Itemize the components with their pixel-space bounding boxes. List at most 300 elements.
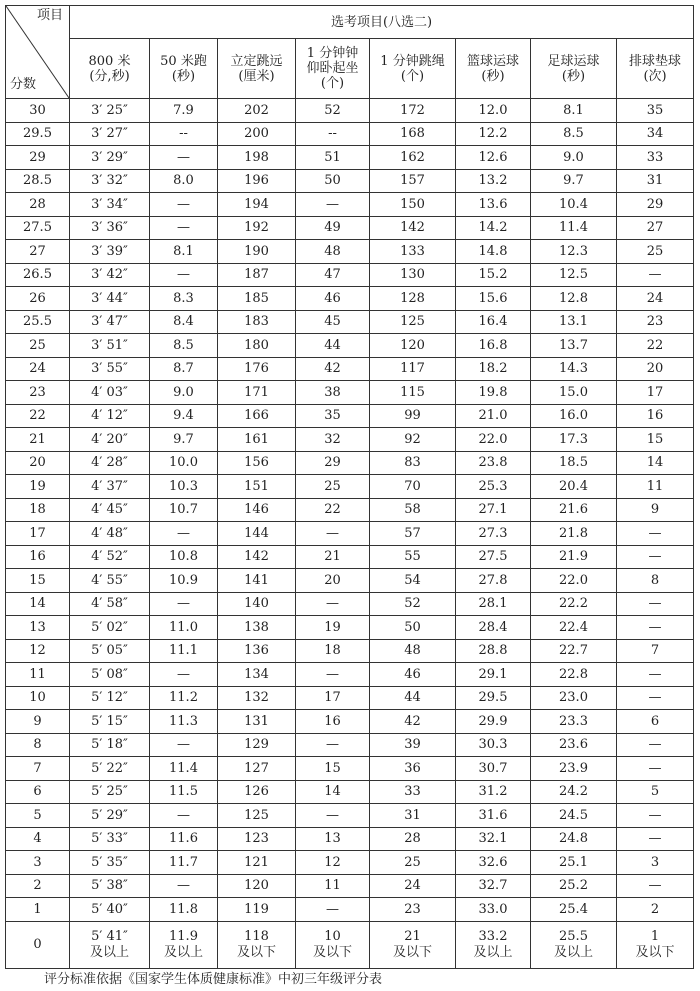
table-cell: 54 [370, 569, 456, 593]
table-cell: — [150, 216, 218, 240]
table-cell: 11.8 [150, 898, 218, 922]
column-header-line: 篮球运球 [466, 53, 519, 69]
table-cell: 24.5 [531, 804, 617, 828]
table-cell: 141 [218, 569, 296, 593]
table-row [6, 569, 694, 593]
table-cell: — [150, 193, 218, 217]
table-cell: 24 [617, 287, 694, 311]
score-cell: 27.5 [6, 216, 70, 240]
table-row [6, 616, 694, 640]
table-cell: 128 [370, 287, 456, 311]
table-row [6, 827, 694, 851]
table-cell: 20 [296, 569, 370, 593]
table-row [6, 898, 694, 922]
table-cell: 10.9 [150, 569, 218, 593]
table-cell: 2 [617, 898, 694, 922]
table-cell: 4′ 55″ [70, 569, 150, 593]
column-header [150, 39, 218, 99]
column-header-line: (个) [320, 76, 345, 92]
table-cell: 57 [370, 522, 456, 546]
table-cell: 3′ 27″ [70, 122, 150, 146]
score-cell: 28 [6, 193, 70, 217]
table-row [6, 663, 694, 687]
table-cell: — [150, 522, 218, 546]
cell-line: 25.5 [559, 928, 588, 944]
column-header-line: (分,秒) [89, 68, 130, 84]
table-cell: 28.4 [456, 616, 531, 640]
table-cell: 11.4 [531, 216, 617, 240]
table-cell: 8.1 [531, 99, 617, 123]
table-cell: 32.1 [456, 827, 531, 851]
table-cell: 49 [296, 216, 370, 240]
score-cell: 19 [6, 475, 70, 499]
table-cell: 29.9 [456, 710, 531, 734]
table-cell: 131 [218, 710, 296, 734]
table-cell: 8.7 [150, 357, 218, 381]
table-row-last [6, 921, 694, 968]
table-cell: 31.6 [456, 804, 531, 828]
cell-line: 33.2 [478, 928, 508, 944]
table-cell: 39 [370, 733, 456, 757]
table-cell: 31.2 [456, 780, 531, 804]
cell-line: 及以上 [89, 944, 129, 960]
score-cell: 10 [6, 686, 70, 710]
table-cell: 146 [218, 498, 296, 522]
table-cell [70, 921, 150, 968]
table-cell: 126 [218, 780, 296, 804]
table-cell: — [617, 545, 694, 569]
score-cell: 20 [6, 451, 70, 475]
score-cell: 15 [6, 569, 70, 593]
table-cell: 117 [370, 357, 456, 381]
column-header-line: (厘米) [238, 68, 275, 84]
table-cell: 12.3 [531, 240, 617, 264]
table-cell: 151 [218, 475, 296, 499]
table-cell [456, 921, 531, 968]
table-cell: 27.5 [456, 545, 531, 569]
table-cell: — [617, 686, 694, 710]
table-cell: — [150, 263, 218, 287]
table-cell: — [617, 874, 694, 898]
table-cell: 17 [296, 686, 370, 710]
table-cell: 42 [370, 710, 456, 734]
table-cell: 5′ 25″ [70, 780, 150, 804]
table-cell: 10.8 [150, 545, 218, 569]
column-header [370, 39, 456, 99]
table-cell [531, 921, 617, 968]
table-cell: 23.3 [531, 710, 617, 734]
table-cell: 162 [370, 146, 456, 170]
table-cell: 7.9 [150, 99, 218, 123]
table-cell: 14.3 [531, 357, 617, 381]
score-cell: 30 [6, 99, 70, 123]
score-cell: 21 [6, 428, 70, 452]
table-cell: 25.1 [531, 851, 617, 875]
table-cell: 22.7 [531, 639, 617, 663]
table-cell: — [150, 874, 218, 898]
table-cell: 10.4 [531, 193, 617, 217]
score-cell: 4 [6, 827, 70, 851]
table-cell: 3′ 39″ [70, 240, 150, 264]
table-cell: 28 [370, 827, 456, 851]
table-cell: 25.2 [531, 874, 617, 898]
table-cell: 5′ 29″ [70, 804, 150, 828]
table-row [6, 381, 694, 405]
table-cell: 23 [617, 310, 694, 334]
table-cell: — [296, 663, 370, 687]
table-cell: 166 [218, 404, 296, 428]
table-row [6, 710, 694, 734]
table-cell: 3′ 32″ [70, 169, 150, 193]
table-cell: 15 [296, 757, 370, 781]
score-cell: 17 [6, 522, 70, 546]
table-cell: 21.6 [531, 498, 617, 522]
score-cell: 3 [6, 851, 70, 875]
table-cell: 5′ 22″ [70, 757, 150, 781]
table-cell: 48 [370, 639, 456, 663]
table-cell: 3′ 51″ [70, 334, 150, 358]
table-cell: 92 [370, 428, 456, 452]
table-cell: 7 [617, 639, 694, 663]
table-cell: — [150, 733, 218, 757]
table-cell: 23.0 [531, 686, 617, 710]
table-cell: 198 [218, 146, 296, 170]
corner-label-score: 分数 [10, 77, 37, 92]
table-cell: 32.6 [456, 851, 531, 875]
table-cell: 29.5 [456, 686, 531, 710]
table-cell: 8.0 [150, 169, 218, 193]
cell-line: 及以上 [163, 944, 203, 960]
table-cell: 16.0 [531, 404, 617, 428]
table-cell: 29.1 [456, 663, 531, 687]
table-cell: 14 [296, 780, 370, 804]
score-table [5, 5, 694, 969]
table-cell: 180 [218, 334, 296, 358]
table-cell: 4′ 58″ [70, 592, 150, 616]
table-cell: 4′ 45″ [70, 498, 150, 522]
table-cell: — [150, 592, 218, 616]
table-cell: — [296, 733, 370, 757]
table-cell: 11.4 [150, 757, 218, 781]
table-cell: 115 [370, 381, 456, 405]
table-cell: — [617, 733, 694, 757]
cell-line: 5′ 41″ [91, 928, 128, 944]
table-cell: 11.5 [150, 780, 218, 804]
table-cell: — [617, 757, 694, 781]
score-cell: 1 [6, 898, 70, 922]
table-cell: 3′ 44″ [70, 287, 150, 311]
table-cell: 142 [370, 216, 456, 240]
table-cell: 12 [296, 851, 370, 875]
table-cell: 17 [617, 381, 694, 405]
table-cell: 21 [296, 545, 370, 569]
table-cell: 11.6 [150, 827, 218, 851]
table-cell: 20.4 [531, 475, 617, 499]
table-cell: 156 [218, 451, 296, 475]
table-cell: 13.2 [456, 169, 531, 193]
table-cell: 52 [370, 592, 456, 616]
table-cell: 5′ 35″ [70, 851, 150, 875]
score-cell: 29 [6, 146, 70, 170]
table-cell: 196 [218, 169, 296, 193]
table-cell: 5′ 33″ [70, 827, 150, 851]
table-cell: 9.7 [531, 169, 617, 193]
table-cell: 42 [296, 357, 370, 381]
score-cell: 23 [6, 381, 70, 405]
table-cell: 15.2 [456, 263, 531, 287]
score-cell: 11 [6, 663, 70, 687]
table-cell: 70 [370, 475, 456, 499]
table-cell: 176 [218, 357, 296, 381]
table-cell: 21.0 [456, 404, 531, 428]
table-cell: 185 [218, 287, 296, 311]
table-cell: 58 [370, 498, 456, 522]
table-cell: 3′ 42″ [70, 263, 150, 287]
column-header-line: (秒) [171, 68, 196, 84]
table-cell: 9.0 [150, 381, 218, 405]
score-cell: 2 [6, 874, 70, 898]
table-cell: 10.7 [150, 498, 218, 522]
table-row [6, 99, 694, 123]
table-cell: 21.8 [531, 522, 617, 546]
table-cell: 25 [296, 475, 370, 499]
table-cell: 22 [617, 334, 694, 358]
score-cell: 25 [6, 334, 70, 358]
table-cell: 5′ 40″ [70, 898, 150, 922]
table-cell: 48 [296, 240, 370, 264]
cell-line: 118 [244, 928, 269, 944]
score-cell: 12 [6, 639, 70, 663]
table-cell: 133 [370, 240, 456, 264]
table-cell: 15.0 [531, 381, 617, 405]
score-cell: 29.5 [6, 122, 70, 146]
score-cell: 27 [6, 240, 70, 264]
table-cell: 9 [617, 498, 694, 522]
score-cell: 24 [6, 357, 70, 381]
table-cell: 46 [370, 663, 456, 687]
table-cell: — [617, 522, 694, 546]
table-cell: 123 [218, 827, 296, 851]
table-cell: 24 [370, 874, 456, 898]
table-cell: 5′ 12″ [70, 686, 150, 710]
table-cell: 27.1 [456, 498, 531, 522]
table-cell: 4′ 37″ [70, 475, 150, 499]
column-header-line: 仰卧起坐 [306, 61, 359, 77]
table-row [6, 851, 694, 875]
table-cell: 22.4 [531, 616, 617, 640]
table-row [6, 428, 694, 452]
table-cell: 12.6 [456, 146, 531, 170]
cell-line: 及以上 [553, 944, 593, 960]
table-cell: 8.4 [150, 310, 218, 334]
table-cell: — [150, 663, 218, 687]
table-row [6, 592, 694, 616]
table-cell: 15.6 [456, 287, 531, 311]
table-cell: 99 [370, 404, 456, 428]
table-cell: 192 [218, 216, 296, 240]
table-cell: -- [150, 122, 218, 146]
table-cell: 29 [617, 193, 694, 217]
column-header-line: 足球运球 [547, 53, 600, 69]
table-cell: 8.5 [531, 122, 617, 146]
table-cell: 13 [296, 827, 370, 851]
column-header-line: (秒) [561, 68, 586, 84]
table-cell: — [296, 193, 370, 217]
table-row [6, 334, 694, 358]
table-cell: — [617, 804, 694, 828]
column-header-line: 立定跳远 [230, 53, 283, 69]
table-cell: 5′ 38″ [70, 874, 150, 898]
table-cell: 8.1 [150, 240, 218, 264]
score-cell: 8 [6, 733, 70, 757]
table-cell: 52 [296, 99, 370, 123]
table-cell: 172 [370, 99, 456, 123]
table-cell: 11.1 [150, 639, 218, 663]
column-header-line: (秒) [481, 68, 505, 84]
table-cell: -- [296, 122, 370, 146]
table-cell: 27.3 [456, 522, 531, 546]
table-row [6, 451, 694, 475]
table-row [6, 240, 694, 264]
table-cell: 120 [370, 334, 456, 358]
table-cell [617, 921, 694, 968]
table-row [6, 780, 694, 804]
cell-line: 及以下 [392, 944, 432, 960]
table-cell: 3′ 55″ [70, 357, 150, 381]
table-cell: 119 [218, 898, 296, 922]
corner-label-items: 项目 [36, 8, 63, 23]
table-cell: 202 [218, 99, 296, 123]
table-cell: 13.1 [531, 310, 617, 334]
table-cell: 44 [296, 334, 370, 358]
table-cell: 200 [218, 122, 296, 146]
table-cell: 18 [296, 639, 370, 663]
table-cell: 161 [218, 428, 296, 452]
table-row [6, 498, 694, 522]
table-cell: 11.3 [150, 710, 218, 734]
table-cell: 3′ 25″ [70, 99, 150, 123]
table-cell: 12.2 [456, 122, 531, 146]
column-header-line: 50 米跑 [160, 53, 207, 69]
table-cell: 187 [218, 263, 296, 287]
table-cell: — [617, 263, 694, 287]
table-cell: 45 [296, 310, 370, 334]
table-cell [296, 921, 370, 968]
column-header-line: 1 分钟钟 [306, 46, 359, 62]
table-row [6, 404, 694, 428]
column-header-line: 1 分钟跳绳 [380, 53, 445, 69]
table-cell: 142 [218, 545, 296, 569]
table-cell: 127 [218, 757, 296, 781]
table-cell: 5′ 02″ [70, 616, 150, 640]
table-cell: 33 [370, 780, 456, 804]
table-cell: 194 [218, 193, 296, 217]
table-row [6, 545, 694, 569]
table-cell: — [617, 663, 694, 687]
table-cell: 23.6 [531, 733, 617, 757]
score-cell: 14 [6, 592, 70, 616]
table-cell: 4′ 03″ [70, 381, 150, 405]
table-cell: — [296, 804, 370, 828]
table-cell: 50 [370, 616, 456, 640]
score-cell: 26 [6, 287, 70, 311]
table-cell: 25.3 [456, 475, 531, 499]
table-cell: 8.3 [150, 287, 218, 311]
table-row [6, 357, 694, 381]
table-cell: 46 [296, 287, 370, 311]
column-header [218, 39, 296, 99]
table-cell: — [296, 592, 370, 616]
table-cell: 13.6 [456, 193, 531, 217]
table-cell: 136 [218, 639, 296, 663]
table-cell: 33 [617, 146, 694, 170]
table-cell: 19.8 [456, 381, 531, 405]
table-cell: 30.3 [456, 733, 531, 757]
table-cell: 32.7 [456, 874, 531, 898]
table-cell: 14.2 [456, 216, 531, 240]
table-cell: 4′ 12″ [70, 404, 150, 428]
table-cell: — [150, 146, 218, 170]
cell-line: 及以下 [635, 944, 675, 960]
table-cell: 11.2 [150, 686, 218, 710]
table-cell: 31 [617, 169, 694, 193]
score-cell: 26.5 [6, 263, 70, 287]
table-cell: 22.0 [531, 569, 617, 593]
table-cell: 16.4 [456, 310, 531, 334]
table-cell: 129 [218, 733, 296, 757]
table-cell: 29 [296, 451, 370, 475]
column-header-line: 排球垫球 [629, 53, 682, 69]
table-cell [150, 921, 218, 968]
table-row [6, 216, 694, 240]
table-cell: 9.7 [150, 428, 218, 452]
table-cell: 5′ 18″ [70, 733, 150, 757]
table-cell: 9.4 [150, 404, 218, 428]
table-cell: 11 [296, 874, 370, 898]
table-cell: 168 [370, 122, 456, 146]
column-header [456, 39, 531, 99]
table-row [6, 686, 694, 710]
score-cell: 22 [6, 404, 70, 428]
table-cell: 83 [370, 451, 456, 475]
table-cell: 16 [296, 710, 370, 734]
column-header-line: 800 米 [88, 53, 131, 69]
cell-line: 11.9 [169, 928, 198, 944]
table-cell: 171 [218, 381, 296, 405]
table-cell: 47 [296, 263, 370, 287]
table-cell: 36 [370, 757, 456, 781]
table-cell: 23 [370, 898, 456, 922]
table-cell: 134 [218, 663, 296, 687]
table-row [6, 263, 694, 287]
table-cell: 23.9 [531, 757, 617, 781]
table-row [6, 122, 694, 146]
table-cell: 18.5 [531, 451, 617, 475]
table-cell: 14 [617, 451, 694, 475]
table-cell [370, 921, 456, 968]
table-cell: 8 [617, 569, 694, 593]
corner-cell [6, 6, 70, 99]
table-cell: 27.8 [456, 569, 531, 593]
score-cell [6, 921, 70, 968]
table-cell: 4′ 20″ [70, 428, 150, 452]
table-cell: — [150, 804, 218, 828]
column-header-line: (个) [400, 68, 425, 84]
table-cell: — [296, 898, 370, 922]
score-cell: 6 [6, 780, 70, 804]
table-row [6, 639, 694, 663]
table-cell: 5′ 08″ [70, 663, 150, 687]
